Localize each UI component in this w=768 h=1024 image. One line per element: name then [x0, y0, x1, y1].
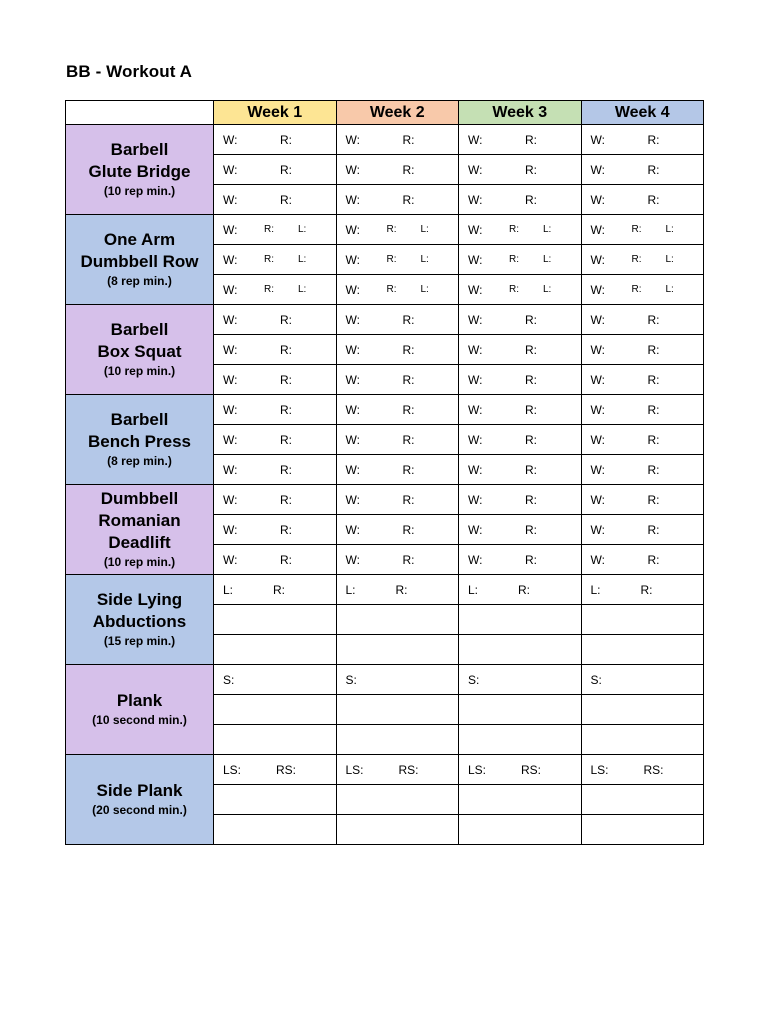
field-label: RS:: [521, 763, 542, 777]
field-label: R:: [280, 193, 292, 207]
week-1-entry-cell[interactable]: [214, 485, 337, 515]
field-label: R:: [402, 523, 415, 537]
week-4-entry-cell[interactable]: [581, 395, 704, 425]
week-2-entry-cell[interactable]: [336, 185, 459, 215]
field-label: L:: [543, 224, 552, 235]
field-label: L:: [665, 254, 674, 265]
exercise-row: [66, 665, 704, 695]
exercise-name-line: One Arm: [103, 230, 176, 250]
field-label: W:: [590, 193, 605, 207]
field-label: R:: [647, 493, 660, 507]
field-label: R:: [402, 343, 415, 357]
field-label: W:: [345, 523, 360, 537]
exercise-row: [66, 575, 704, 605]
exercise-name-cell: [66, 125, 214, 215]
week-4-entry-cell[interactable]: [581, 155, 704, 185]
exercise-minimum: (10 second min.): [92, 713, 187, 728]
field-label: R:: [280, 133, 292, 147]
field-label: W:: [345, 313, 360, 327]
field-label: S:: [468, 673, 480, 687]
exercise-minimum: (8 rep min.): [107, 454, 172, 469]
week-1-entry-cell[interactable]: [214, 575, 337, 605]
field-label: W:: [590, 163, 605, 177]
week-3-entry-cell[interactable]: [459, 305, 582, 335]
week-3-entry-cell[interactable]: [459, 575, 582, 605]
field-label: W:: [223, 163, 238, 177]
field-label: W:: [345, 163, 360, 177]
week-4-entry-cell[interactable]: [581, 455, 704, 485]
exercise-name-cell: [66, 665, 214, 755]
week-1-entry-cell[interactable]: [214, 605, 337, 635]
exercise-name-line: Barbell: [110, 410, 169, 430]
field-label: L:: [420, 224, 429, 235]
field-label: W:: [223, 313, 238, 327]
week-1-entry-cell[interactable]: [214, 515, 337, 545]
blank-header-cell: [66, 101, 214, 125]
field-label: W:: [223, 433, 238, 447]
week-3-entry-cell[interactable]: [459, 485, 582, 515]
field-label: R:: [647, 133, 660, 147]
field-label: L:: [298, 224, 307, 235]
field-label: W:: [345, 223, 360, 237]
exercise-name-line: Bench Press: [88, 432, 191, 452]
field-label: R:: [647, 433, 660, 447]
field-label: W:: [590, 373, 605, 387]
field-label: R:: [402, 313, 415, 327]
field-label: W:: [223, 463, 238, 477]
workout-table: [65, 100, 704, 845]
week-4-header: Week 4: [581, 101, 704, 125]
field-label: W:: [468, 433, 483, 447]
week-1-entry-cell[interactable]: [214, 725, 337, 755]
field-label: W:: [345, 403, 360, 417]
week-1-entry-cell[interactable]: [214, 305, 337, 335]
field-label: R:: [525, 553, 537, 567]
week-4-entry-cell[interactable]: [581, 785, 704, 815]
field-label: L:: [223, 583, 234, 597]
field-label: W:: [468, 193, 483, 207]
exercise-row: [66, 755, 704, 785]
week-1-entry-cell[interactable]: [214, 185, 337, 215]
field-label: R:: [402, 193, 415, 207]
field-label: LS:: [590, 763, 609, 777]
exercise-name-line: Romanian: [98, 511, 181, 531]
week-2-entry-cell[interactable]: [336, 155, 459, 185]
field-label: W:: [223, 133, 238, 147]
field-label: W:: [345, 463, 360, 477]
field-label: LS:: [468, 763, 487, 777]
week-2-entry-cell[interactable]: [336, 815, 459, 845]
week-1-entry-cell[interactable]: [214, 275, 337, 305]
field-label: R:: [518, 583, 530, 597]
exercise-name-line: Dumbbell Row: [80, 252, 199, 272]
field-label: W:: [223, 253, 238, 267]
exercise-name-line: Box Squat: [97, 342, 182, 362]
exercise-minimum: (20 second min.): [92, 803, 187, 818]
exercise-row: [66, 215, 704, 245]
week-3-entry-cell[interactable]: [459, 395, 582, 425]
field-label: R:: [631, 284, 642, 295]
week-3-entry-cell[interactable]: [459, 245, 582, 275]
week-2-entry-cell[interactable]: [336, 515, 459, 545]
week-1-entry-cell[interactable]: [214, 785, 337, 815]
week-2-entry-cell[interactable]: [336, 275, 459, 305]
week-4-entry-cell[interactable]: [581, 515, 704, 545]
week-3-entry-cell[interactable]: [459, 545, 582, 575]
field-label: R:: [402, 163, 415, 177]
week-1-entry-cell[interactable]: [214, 545, 337, 575]
field-label: L:: [590, 583, 601, 597]
week-3-entry-cell[interactable]: [459, 665, 582, 695]
field-label: L:: [298, 254, 307, 265]
exercise-row: [66, 395, 704, 425]
week-4-entry-cell[interactable]: [581, 725, 704, 755]
exercise-minimum: (8 rep min.): [107, 274, 172, 289]
exercise-name-line: Barbell: [110, 320, 169, 340]
week-2-entry-cell[interactable]: [336, 455, 459, 485]
week-1-entry-cell[interactable]: [214, 815, 337, 845]
field-label: W:: [345, 253, 360, 267]
week-1-entry-cell[interactable]: [214, 125, 337, 155]
week-3-entry-cell[interactable]: [459, 725, 582, 755]
field-label: R:: [402, 493, 415, 507]
week-3-entry-cell[interactable]: [459, 215, 582, 245]
field-label: L:: [543, 254, 552, 265]
week-1-entry-cell[interactable]: [214, 635, 337, 665]
week-2-entry-cell[interactable]: [336, 305, 459, 335]
field-label: W:: [223, 343, 238, 357]
field-label: R:: [509, 284, 519, 295]
exercise-name-cell: [66, 575, 214, 665]
week-2-entry-cell[interactable]: [336, 425, 459, 455]
field-label: R:: [525, 313, 537, 327]
week-4-entry-cell[interactable]: [581, 335, 704, 365]
week-4-entry-cell[interactable]: [581, 755, 704, 785]
exercise-name-line: Dumbbell: [100, 489, 179, 509]
field-label: R:: [386, 284, 397, 295]
week-4-entry-cell[interactable]: [581, 545, 704, 575]
week-3-entry-cell[interactable]: [459, 695, 582, 725]
field-label: R:: [402, 433, 415, 447]
week-2-entry-cell[interactable]: [336, 755, 459, 785]
week-1-entry-cell[interactable]: [214, 455, 337, 485]
exercise-minimum: (10 rep min.): [103, 184, 176, 199]
field-label: R:: [525, 433, 537, 447]
field-label: W:: [223, 193, 238, 207]
week-2-entry-cell[interactable]: [336, 545, 459, 575]
week-2-entry-cell[interactable]: [336, 605, 459, 635]
exercise-name-cell: [66, 305, 214, 395]
week-1-entry-cell[interactable]: [214, 155, 337, 185]
field-label: R:: [509, 254, 519, 265]
field-label: W:: [468, 313, 483, 327]
field-label: W:: [345, 133, 360, 147]
field-label: W:: [345, 553, 360, 567]
week-3-entry-cell[interactable]: [459, 125, 582, 155]
field-label: LS:: [223, 763, 242, 777]
week-2-entry-cell[interactable]: [336, 695, 459, 725]
field-label: S:: [345, 673, 357, 687]
week-4-entry-cell[interactable]: [581, 245, 704, 275]
field-label: R:: [509, 224, 519, 235]
field-label: R:: [525, 193, 537, 207]
field-label: R:: [280, 553, 292, 567]
week-4-entry-cell[interactable]: [581, 815, 704, 845]
field-label: W:: [590, 433, 605, 447]
week-3-entry-cell[interactable]: [459, 185, 582, 215]
week-4-entry-cell[interactable]: [581, 365, 704, 395]
field-label: R:: [631, 254, 642, 265]
exercise-minimum: (10 rep min.): [103, 555, 176, 570]
field-label: W:: [590, 283, 605, 297]
exercise-minimum: (15 rep min.): [103, 634, 176, 649]
week-header-row: [66, 101, 704, 125]
field-label: R:: [395, 583, 408, 597]
week-4-entry-cell[interactable]: [581, 215, 704, 245]
field-label: W:: [223, 403, 238, 417]
field-label: R:: [280, 313, 292, 327]
field-label: R:: [525, 523, 537, 537]
field-label: R:: [273, 583, 285, 597]
field-label: L:: [665, 224, 674, 235]
week-2-entry-cell[interactable]: [336, 485, 459, 515]
field-label: W:: [223, 553, 238, 567]
field-label: W:: [590, 463, 605, 477]
field-label: R:: [647, 403, 660, 417]
field-label: R:: [525, 373, 537, 387]
field-label: S:: [223, 673, 235, 687]
field-label: W:: [468, 133, 483, 147]
field-label: R:: [647, 163, 660, 177]
week-3-entry-cell[interactable]: [459, 785, 582, 815]
field-label: W:: [223, 223, 238, 237]
field-label: R:: [647, 313, 660, 327]
week-3-entry-cell[interactable]: [459, 365, 582, 395]
field-label: R:: [280, 403, 292, 417]
field-label: W:: [590, 253, 605, 267]
field-label: R:: [402, 133, 415, 147]
field-label: R:: [647, 553, 660, 567]
field-label: R:: [280, 433, 292, 447]
week-4-entry-cell[interactable]: [581, 485, 704, 515]
exercise-name-cell: [66, 485, 214, 575]
week-1-header: Week 1: [214, 101, 337, 125]
field-label: W:: [590, 133, 605, 147]
field-label: R:: [264, 284, 274, 295]
field-label: W:: [590, 313, 605, 327]
field-label: R:: [525, 343, 537, 357]
week-1-entry-cell[interactable]: [214, 395, 337, 425]
exercise-name-line: Abductions: [92, 612, 187, 632]
week-3-entry-cell[interactable]: [459, 275, 582, 305]
field-label: W:: [223, 523, 238, 537]
field-label: R:: [280, 163, 292, 177]
week-2-entry-cell[interactable]: [336, 395, 459, 425]
exercise-name-line: Deadlift: [108, 533, 171, 553]
field-label: W:: [468, 253, 483, 267]
field-label: L:: [420, 254, 429, 265]
exercise-name-line: Side Plank: [96, 781, 183, 801]
field-label: W:: [468, 493, 483, 507]
field-label: W:: [590, 403, 605, 417]
field-label: S:: [590, 673, 602, 687]
field-label: L:: [420, 284, 429, 295]
week-1-entry-cell[interactable]: [214, 695, 337, 725]
field-label: RS:: [398, 763, 419, 777]
week-2-entry-cell[interactable]: [336, 125, 459, 155]
week-4-entry-cell[interactable]: [581, 275, 704, 305]
field-label: W:: [468, 283, 483, 297]
week-2-entry-cell[interactable]: [336, 245, 459, 275]
field-label: R:: [525, 403, 537, 417]
week-4-entry-cell[interactable]: [581, 665, 704, 695]
field-label: R:: [264, 224, 274, 235]
field-label: L:: [468, 583, 479, 597]
week-3-entry-cell[interactable]: [459, 605, 582, 635]
field-label: R:: [647, 373, 660, 387]
field-label: R:: [280, 463, 292, 477]
exercise-name-line: Glute Bridge: [88, 162, 191, 182]
field-label: L:: [298, 284, 307, 295]
field-label: R:: [280, 343, 292, 357]
field-label: W:: [468, 463, 483, 477]
field-label: W:: [468, 553, 483, 567]
field-label: R:: [525, 133, 537, 147]
field-label: R:: [386, 224, 397, 235]
week-3-entry-cell[interactable]: [459, 515, 582, 545]
week-3-header: Week 3: [459, 101, 582, 125]
field-label: R:: [525, 493, 537, 507]
exercise-row: [66, 305, 704, 335]
field-label: W:: [223, 373, 238, 387]
field-label: W:: [345, 373, 360, 387]
field-label: R:: [280, 373, 292, 387]
page-title: BB - Workout A: [66, 62, 193, 81]
field-label: W:: [468, 373, 483, 387]
exercise-row: [66, 485, 704, 515]
exercise-name-line: Side Lying: [96, 590, 183, 610]
field-label: R:: [640, 583, 653, 597]
field-label: W:: [223, 283, 238, 297]
field-label: W:: [590, 493, 605, 507]
field-label: R:: [402, 373, 415, 387]
week-4-entry-cell[interactable]: [581, 575, 704, 605]
week-3-entry-cell[interactable]: [459, 335, 582, 365]
week-3-entry-cell[interactable]: [459, 755, 582, 785]
field-label: W:: [468, 403, 483, 417]
week-4-entry-cell[interactable]: [581, 425, 704, 455]
field-label: W:: [590, 223, 605, 237]
week-2-entry-cell[interactable]: [336, 665, 459, 695]
field-label: RS:: [643, 763, 664, 777]
week-1-entry-cell[interactable]: [214, 425, 337, 455]
field-label: R:: [280, 523, 292, 537]
field-label: W:: [468, 343, 483, 357]
week-2-entry-cell[interactable]: [336, 785, 459, 815]
week-1-entry-cell[interactable]: [214, 245, 337, 275]
week-4-entry-cell[interactable]: [581, 305, 704, 335]
field-label: L:: [543, 284, 552, 295]
week-4-entry-cell[interactable]: [581, 635, 704, 665]
week-4-entry-cell[interactable]: [581, 695, 704, 725]
exercise-name-cell: [66, 395, 214, 485]
week-2-entry-cell[interactable]: [336, 215, 459, 245]
week-4-entry-cell[interactable]: [581, 605, 704, 635]
week-1-entry-cell[interactable]: [214, 755, 337, 785]
field-label: W:: [345, 493, 360, 507]
field-label: W:: [345, 343, 360, 357]
week-3-entry-cell[interactable]: [459, 815, 582, 845]
exercise-name-cell: [66, 215, 214, 305]
field-label: R:: [647, 343, 660, 357]
field-label: R:: [647, 523, 660, 537]
field-label: W:: [590, 553, 605, 567]
week-2-entry-cell[interactable]: [336, 725, 459, 755]
field-label: W:: [468, 163, 483, 177]
field-label: R:: [647, 193, 660, 207]
week-1-entry-cell[interactable]: [214, 335, 337, 365]
field-label: R:: [525, 163, 537, 177]
field-label: R:: [264, 254, 274, 265]
field-label: R:: [631, 224, 642, 235]
field-label: LS:: [345, 763, 364, 777]
field-label: R:: [280, 493, 292, 507]
field-label: R:: [525, 463, 537, 477]
week-2-entry-cell[interactable]: [336, 335, 459, 365]
week-1-entry-cell[interactable]: [214, 665, 337, 695]
field-label: W:: [345, 283, 360, 297]
field-label: W:: [468, 523, 483, 537]
field-label: W:: [345, 433, 360, 447]
week-1-entry-cell[interactable]: [214, 215, 337, 245]
week-3-entry-cell[interactable]: [459, 455, 582, 485]
field-label: W:: [590, 523, 605, 537]
field-label: W:: [223, 493, 238, 507]
exercise-row: [66, 125, 704, 155]
exercise-name-cell: [66, 755, 214, 845]
week-4-entry-cell[interactable]: [581, 185, 704, 215]
week-2-header: Week 2: [336, 101, 459, 125]
field-label: W:: [468, 223, 483, 237]
field-label: L:: [345, 583, 356, 597]
field-label: R:: [402, 403, 415, 417]
week-3-entry-cell[interactable]: [459, 635, 582, 665]
field-label: R:: [402, 463, 415, 477]
week-2-entry-cell[interactable]: [336, 365, 459, 395]
week-2-entry-cell[interactable]: [336, 575, 459, 605]
field-label: R:: [402, 553, 415, 567]
week-4-entry-cell[interactable]: [581, 125, 704, 155]
week-3-entry-cell[interactable]: [459, 155, 582, 185]
exercise-name-line: Plank: [116, 691, 163, 711]
field-label: W:: [345, 193, 360, 207]
field-label: R:: [647, 463, 660, 477]
field-label: R:: [386, 254, 397, 265]
field-label: RS:: [276, 763, 297, 777]
week-1-entry-cell[interactable]: [214, 365, 337, 395]
exercise-name-line: Barbell: [110, 140, 169, 160]
week-3-entry-cell[interactable]: [459, 425, 582, 455]
week-2-entry-cell[interactable]: [336, 635, 459, 665]
field-label: L:: [665, 284, 674, 295]
exercise-minimum: (10 rep min.): [103, 364, 176, 379]
field-label: W:: [590, 343, 605, 357]
